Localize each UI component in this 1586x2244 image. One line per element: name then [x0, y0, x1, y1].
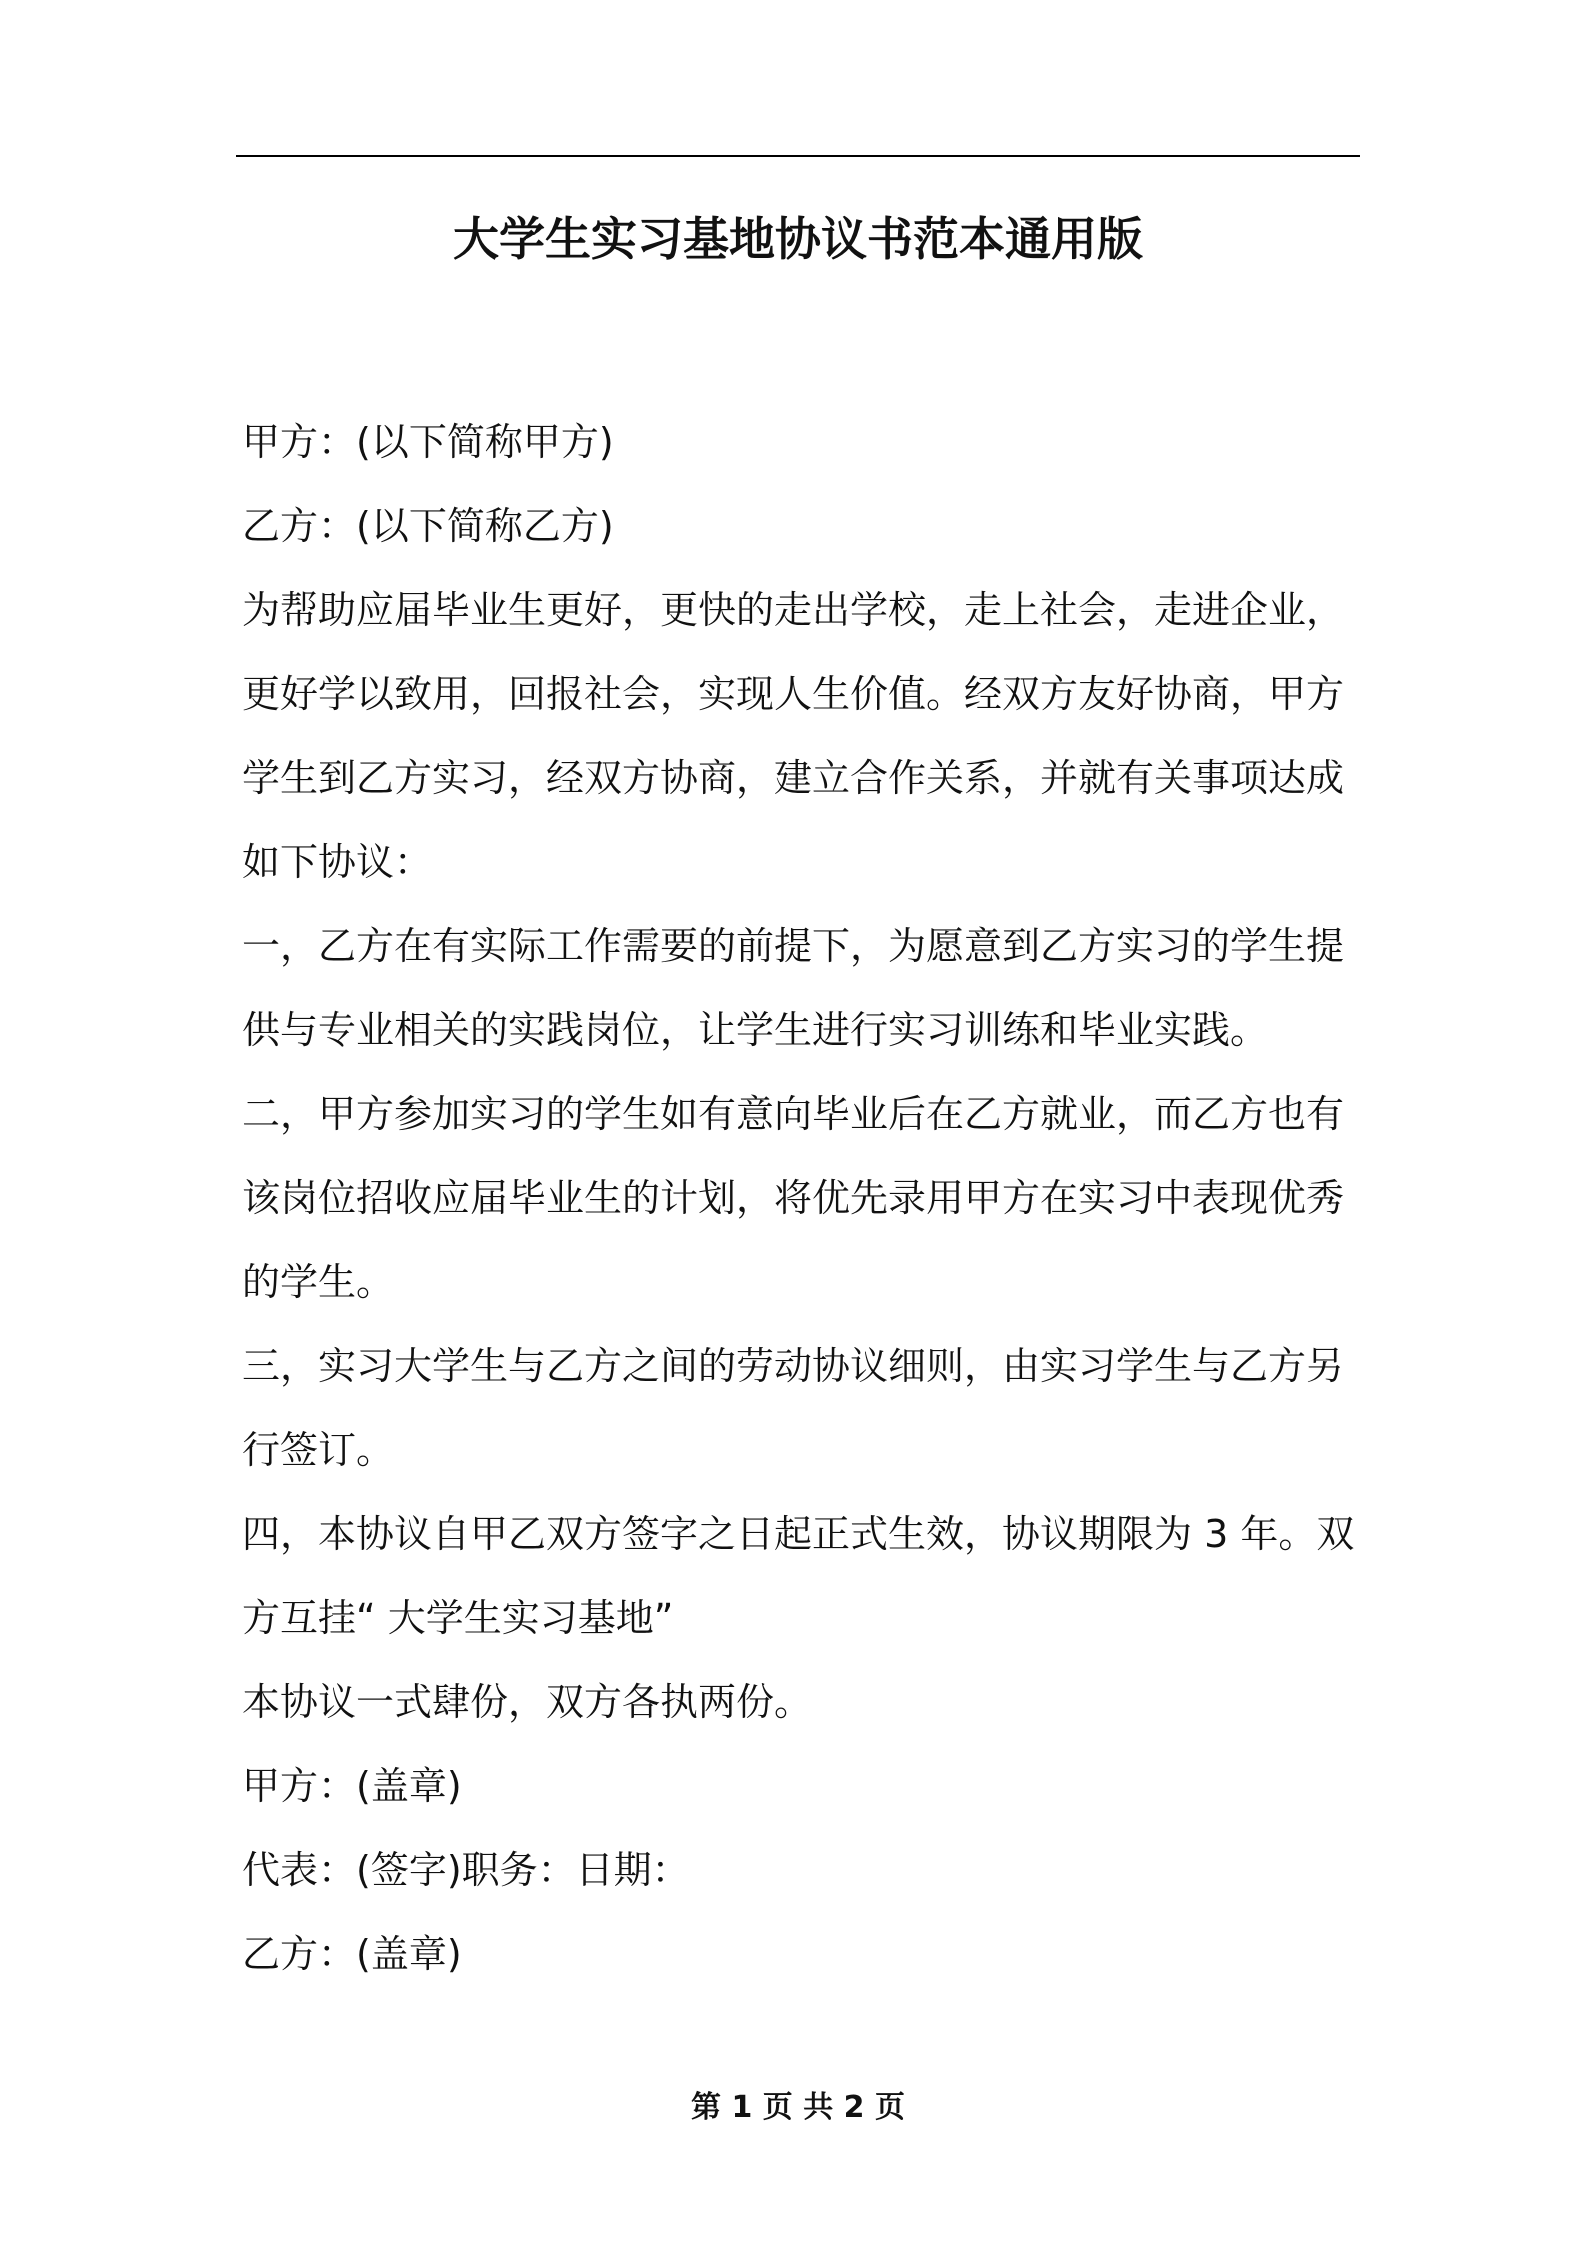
clause-3-paragraph: 三，实习大学生与乙方之间的劳动协议细则，由实习学生与乙方另行签订。	[242, 1344, 1345, 1472]
document-body	[242, 400, 1360, 1996]
representative-line: 代表：(签字)职务：日期：	[242, 1848, 690, 1892]
header-rule	[236, 155, 1360, 157]
party-b-seal-line: 乙方：(盖章)	[242, 1932, 462, 1976]
party-b-line: 乙方：(以下简称乙方)	[242, 504, 614, 548]
copies-paragraph: 本协议一式肆份，双方各执两份。	[242, 1680, 813, 1724]
preamble-paragraph: 为帮助应届毕业生更好，更快的走出学校，走上社会，走进企业，更好学以致用，回报社会，实现人生价值。经双方友好协商，甲方学生到乙方实习，经双方协商，建立合作关系，并就有关事项达成如下协议：	[242, 588, 1345, 884]
party-a-seal-line: 甲方：(盖章)	[242, 1764, 462, 1808]
page-number-footer: 第 1 页 共 2 页	[691, 2090, 905, 2125]
clause-2-paragraph: 二，甲方参加实习的学生如有意向毕业后在乙方就业，而乙方也有该岗位招收应届毕业生的计划，将优先录用甲方在实习中表现优秀的学生。	[242, 1092, 1345, 1304]
party-a-line: 甲方：(以下简称甲方)	[242, 420, 614, 464]
clause-1-paragraph: 一，乙方在有实际工作需要的前提下，为愿意到乙方实习的学生提供与专业相关的实践岗位，让学生进行实习训练和毕业实践。	[242, 924, 1345, 1052]
document-title: 大学生实习基地协议书范本通用版	[453, 212, 1143, 266]
clause-4-paragraph: 四，本协议自甲乙双方签字之日起正式生效，协议期限为 3 年。双方互挂“ 大学生实习基地”	[242, 1512, 1355, 1640]
